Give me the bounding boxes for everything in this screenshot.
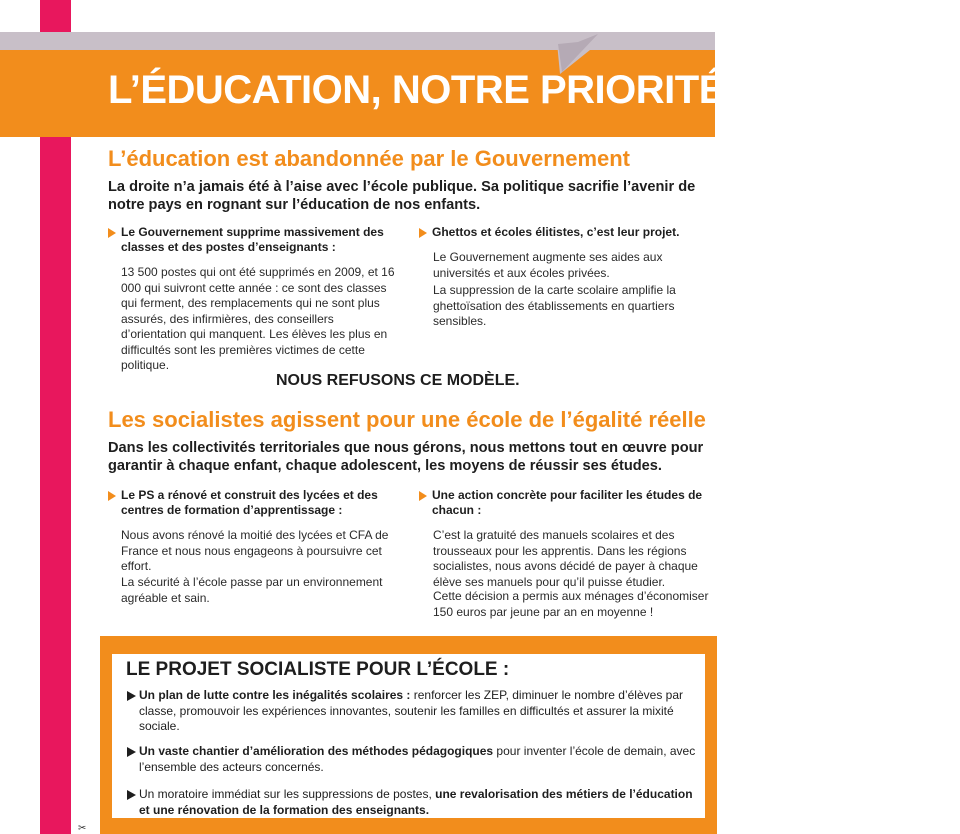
project-item-1-text: renforcer les ZEP, diminuer le nombre d’élèves par classe, promouvoir les expériences innovantes, soutenir les familles en difficultés et assurer la mixité sociale. (139, 688, 683, 733)
section2-lead: Dans les collectivités territoriales que nous gérons, nous mettons tout en œuvre pour garantir à chaque enfant, chaque adolescent, les moyens de réussir ses études. (108, 440, 704, 474)
scissors-icon: ✂ (78, 823, 87, 834)
bullet-arrow-icon (127, 691, 136, 701)
page-title: L’ÉDUCATION, NOTRE PRIORITÉ ! (108, 68, 749, 112)
project-item-3 (127, 787, 704, 818)
section1-right-body2: La suppression de la carte scolaire amplifie la ghettoïsation des établissements en quartiers sensibles. (433, 283, 676, 328)
section2-left-heading-text: Le PS a rénové et construit des lycées et des centres de formation d’apprentissage : (121, 488, 378, 517)
project-item-2 (127, 744, 704, 775)
section2-left-body1: Nous avons rénové la moitié des lycées et CFA de France et nous nous engageons à poursuivre cet effort. (121, 528, 389, 573)
section2-left-body2: La sécurité à l’école passe par un environnement agréable et sain. (121, 575, 383, 605)
section2-heading: Les socialistes agissent pour une école de l’égalité réelle (108, 407, 706, 432)
project-item-3-bold: une revalorisation des métiers de l’éducation et une rénovation de la formation des enseignants. (139, 787, 693, 817)
bullet-triangle-icon (419, 491, 427, 501)
section1-lead: La droite n’a jamais été à l’aise avec l’école publique. Sa politique sacrifie l’avenir de notre pays en rognant sur l’éducation de nos enfants. (108, 179, 696, 213)
section1-right-body1: Le Gouvernement augmente ses aides aux universités et aux écoles privées. (433, 250, 663, 280)
section2-right-heading-text: Une action concrète pour faciliter les études de chacun : (432, 488, 703, 517)
section1-right-heading-text: Ghettos et écoles élitistes, c’est leur projet. (432, 225, 680, 239)
project-item-2-bold: Un vaste chantier d’amélioration des méthodes pédagogiques (139, 744, 494, 758)
project-item-1-bold: Un plan de lutte contre les inégalités scolaires : (139, 688, 411, 702)
section1-left-heading (108, 225, 406, 255)
section2-right-body2: Cette décision a permis aux ménages d’économiser 150 euros par jeune par an en moyenne ! (433, 589, 709, 619)
bullet-triangle-icon (108, 491, 116, 501)
section1-left-body: 13 500 postes qui ont été supprimés en 2009, et 16 000 qui suivront cette année : ce sont des classes qui ferment, des remplacements qui ne sont plus assurés, des infirmières, des conseillers d’orientation qui manquent. Les élèves les plus en difficultés sont les premières victimes de cette politique. (121, 265, 395, 372)
section2-right-body1: C’est la gratuité des manuels scolaires et des trousseaux pour les apprentis. Dans les régions socialistes, nous avons décidé de payer à chaque élève ses manuels pour qu’il puisse étudier. (433, 528, 698, 589)
bullet-triangle-icon (419, 228, 427, 238)
refusal-statement: NOUS REFUSONS CE MODÈLE. (276, 372, 520, 389)
bullet-arrow-icon (127, 747, 136, 757)
bullet-triangle-icon (108, 228, 116, 238)
section2-right-heading (419, 488, 714, 518)
project-item-2-text: pour inventer l’école de demain, avec l’ensemble des acteurs concernés. (139, 744, 696, 774)
section1-left-heading-text: Le Gouvernement supprime massivement des classes et des postes d’enseignants : (121, 225, 384, 254)
folded-corner-decoration (556, 30, 616, 76)
project-item-1 (127, 688, 704, 735)
section1-right-heading (419, 225, 722, 240)
project-item-3-text: Un moratoire immédiat sur les suppressions de postes, (139, 787, 436, 801)
project-title: LE PROJET SOCIALISTE POUR L’ÉCOLE : (126, 659, 510, 680)
section1-heading: L’éducation est abandonnée par le Gouvernement (108, 146, 631, 171)
section2-left-heading (108, 488, 403, 518)
bullet-arrow-icon (127, 790, 136, 800)
